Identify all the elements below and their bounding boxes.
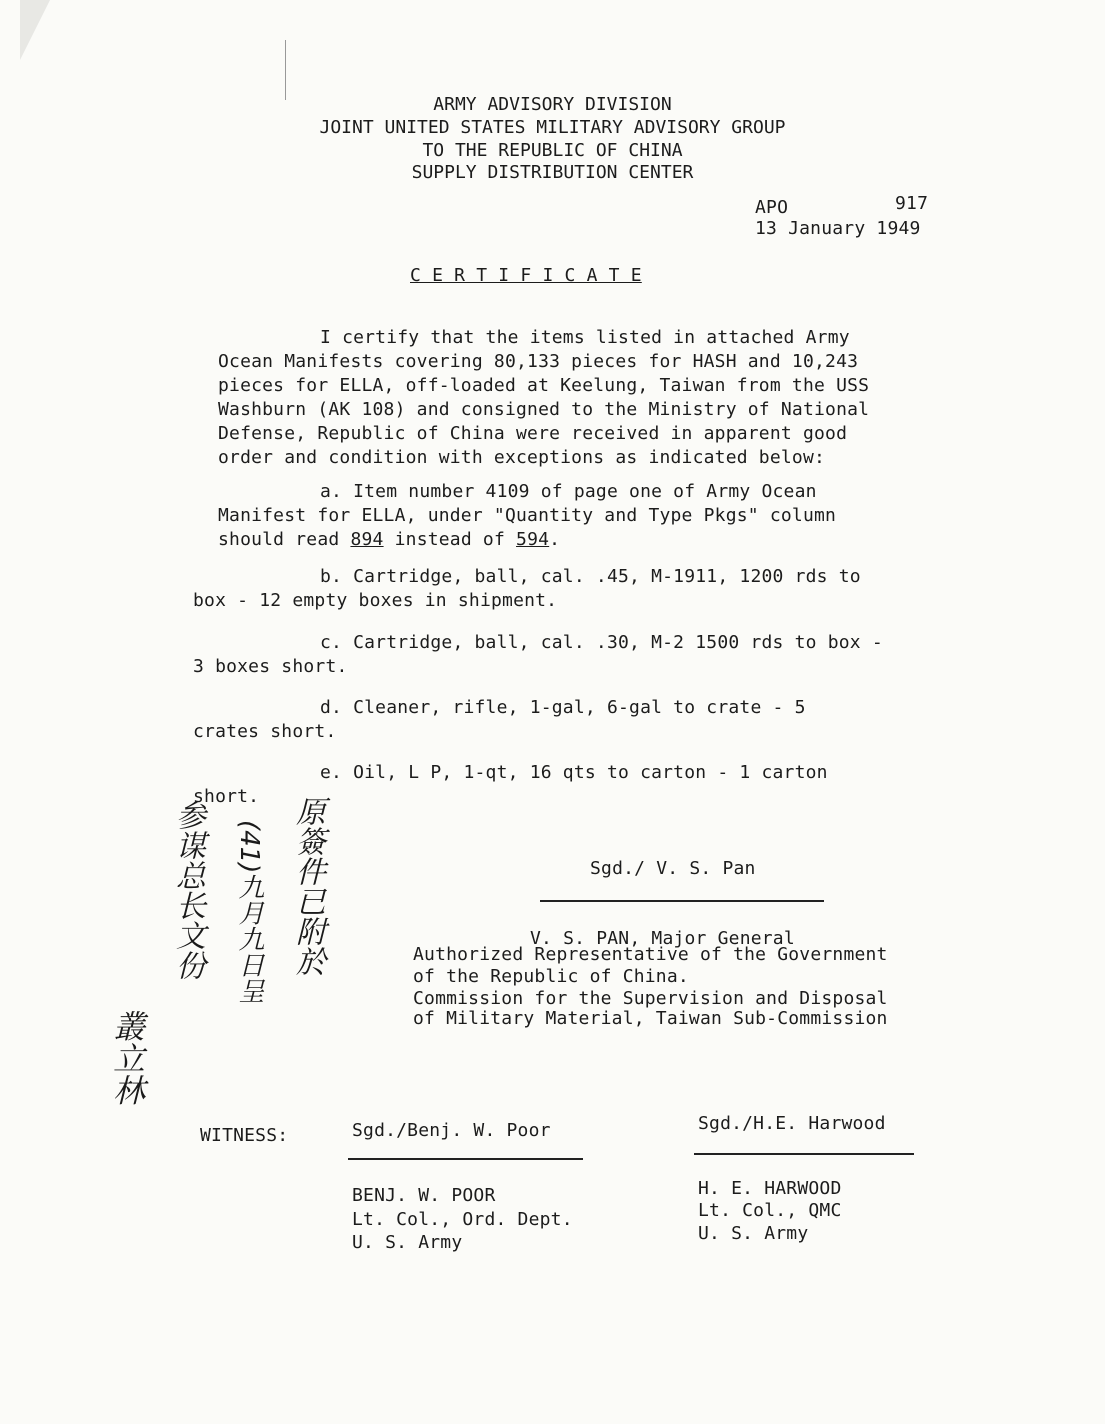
item-e-line-1: e. Oil, L P, 1-qt, 16 qts to carton - 1 carton bbox=[320, 762, 828, 783]
witness-2-name: H. E. HARWOOD bbox=[698, 1178, 842, 1199]
item-b-line-2: box - 12 empty boxes in shipment. bbox=[193, 590, 558, 611]
header-line-2: JOINT UNITED STATES MILITARY ADVISORY GROUP bbox=[319, 117, 786, 138]
body-line-6: order and condition with exceptions as indicated below: bbox=[218, 447, 826, 468]
header-line-4: SUPPLY DISTRIBUTION CENTER bbox=[411, 162, 694, 183]
document-date: 13 January 1949 bbox=[755, 218, 921, 239]
handwritten-annotation-2: (41)九月九日呈 bbox=[234, 820, 264, 1004]
witness-1-name: BENJ. W. POOR bbox=[352, 1185, 496, 1206]
body-line-5: Defense, Republic of China were received in apparent good bbox=[218, 423, 848, 444]
signatory-title-4: of Military Material, Taiwan Sub-Commission bbox=[413, 1008, 888, 1029]
item-a-line-2: Manifest for ELLA, under "Quantity and Type Pkgs" column bbox=[218, 505, 837, 526]
witness-1-unit: U. S. Army bbox=[352, 1232, 463, 1253]
item-e-line-2: short. bbox=[193, 786, 260, 807]
item-d-line-2: crates short. bbox=[193, 721, 337, 742]
margin-mark bbox=[285, 40, 286, 100]
handwritten-annotation-1: 原簽件已附於 bbox=[290, 796, 325, 976]
witness-2-line bbox=[694, 1153, 914, 1155]
witness-2-sgd: Sgd./H.E. Harwood bbox=[698, 1113, 886, 1134]
witness-1-sgd: Sgd./Benj. W. Poor bbox=[352, 1120, 551, 1141]
body-line-3: pieces for ELLA, off-loaded at Keelung, Taiwan from the USS bbox=[218, 375, 870, 396]
signatory-title-1: Authorized Representative of the Government bbox=[413, 944, 888, 965]
handwritten-annotation-4: 叢立林 bbox=[108, 1010, 146, 1106]
item-c-line-1: c. Cartridge, ball, cal. .30, M-2 1500 rds to box - bbox=[320, 632, 883, 653]
witness-1-rank: Lt. Col., Ord. Dept. bbox=[352, 1209, 573, 1230]
header-line-1: ARMY ADVISORY DIVISION bbox=[433, 94, 672, 115]
original-value: 594 bbox=[516, 529, 550, 550]
apo-number: 917 bbox=[895, 193, 929, 214]
body-line-2: Ocean Manifests covering 80,133 pieces for HASH and 10,243 bbox=[218, 351, 859, 372]
item-a-line-3: should read 894 instead of 594. bbox=[218, 529, 561, 550]
witness-2-unit: U. S. Army bbox=[698, 1223, 809, 1244]
apo-label: APO bbox=[755, 197, 789, 218]
signatory-name: V. S. PAN, Major General bbox=[530, 928, 795, 949]
item-b-line-1: b. Cartridge, ball, cal. .45, M-1911, 1200 rds to bbox=[320, 566, 861, 587]
body-line-4: Washburn (AK 108) and consigned to the Ministry of National bbox=[218, 399, 870, 420]
witness-1-line bbox=[348, 1158, 583, 1160]
item-d-line-1: d. Cleaner, rifle, 1-gal, 6-gal to crate - 5 bbox=[320, 697, 806, 718]
signatory-title-3: Commission for the Supervision and Disposal bbox=[413, 988, 888, 1009]
body-line-1: I certify that the items listed in attached Army bbox=[320, 327, 850, 348]
signatory-title-2: of the Republic of China. bbox=[413, 966, 689, 987]
item-a-line-1: a. Item number 4109 of page one of Army Ocean bbox=[320, 481, 817, 502]
witness-label: WITNESS: bbox=[200, 1125, 289, 1146]
witness-2-rank: Lt. Col., QMC bbox=[698, 1200, 842, 1221]
corrected-value: 894 bbox=[350, 529, 384, 550]
signature-line bbox=[540, 900, 824, 902]
signature-sgd: Sgd./ V. S. Pan bbox=[590, 858, 756, 879]
folded-corner bbox=[20, 0, 50, 60]
header-line-3: TO THE REPUBLIC OF CHINA bbox=[422, 140, 683, 161]
item-c-line-2: 3 boxes short. bbox=[193, 656, 348, 677]
certificate-title: C E R T I F I C A T E bbox=[410, 265, 642, 286]
handwritten-annotation-3: 参谋总长文份 bbox=[170, 800, 205, 980]
